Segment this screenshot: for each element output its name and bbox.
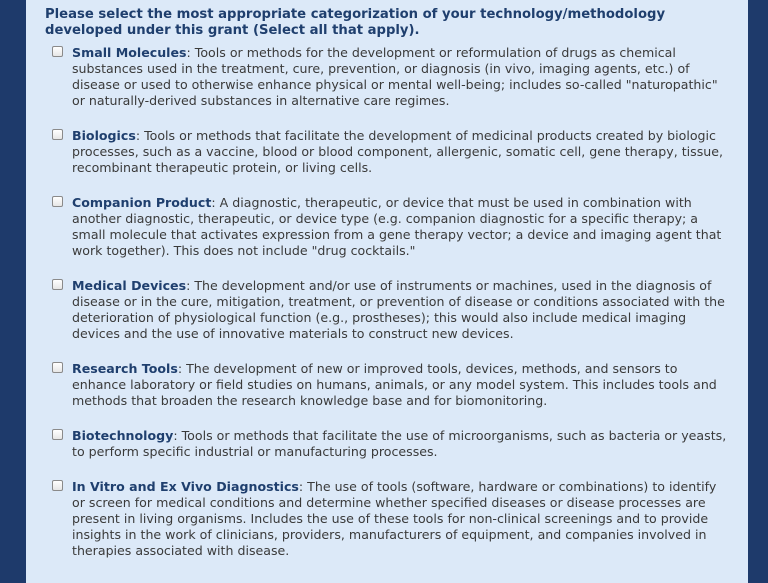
option-separator: : bbox=[298, 479, 308, 494]
option-label: Biologics bbox=[72, 128, 136, 143]
option-description: The development of new or improved tools, devices, methods, and sensors to enhance laboratory or field studies on humans, animals, or any model system. This includes tools and methods that broaden the research knowledge base and for biomonitoring. bbox=[72, 361, 717, 408]
form-panel bbox=[26, 0, 748, 583]
option-label: Small Molecules bbox=[72, 45, 187, 60]
option-companion-product[interactable] bbox=[45, 195, 732, 259]
option-description: The development and/or use of instruments or machines, used in the diagnosis of disease or in the cure, mitigation, treatment, or prevention of disease or conditions associated with the deterioration of physiological function (e.g., prostheses); this would also include medical imaging devices and the use of innovative materials to construct new devices. bbox=[72, 278, 725, 341]
option-description: A diagnostic, therapeutic, or device that must be used in combination with another diagnostic, therapeutic, or device type (e.g. companion diagnostic for a specific therapy; a small molecule that activates expression from a gene therapy vector; a device and imaging agent that work together). This does not include "drug cocktails." bbox=[72, 195, 722, 258]
medical-devices-checkbox[interactable] bbox=[52, 279, 63, 290]
option-label: Companion Product bbox=[72, 195, 212, 210]
option-in-vitro-ex-vivo-diagnostics[interactable] bbox=[45, 479, 732, 559]
option-small-molecules[interactable] bbox=[45, 45, 732, 109]
option-separator: : bbox=[177, 361, 187, 376]
option-description: Tools or methods that facilitate the use of microorganisms, such as bacteria or yeasts, to perform specific industrial or manufacturing processes. bbox=[72, 428, 727, 459]
biologics-checkbox[interactable] bbox=[52, 129, 63, 140]
question-text: Please select the most appropriate categorization of your technology/methodology developed under this grant (Select all that apply). bbox=[45, 7, 666, 38]
small-molecules-checkbox[interactable] bbox=[52, 46, 63, 57]
option-label: Biotechnology bbox=[72, 428, 174, 443]
option-separator: : bbox=[186, 45, 195, 60]
option-medical-devices[interactable] bbox=[45, 278, 732, 342]
option-separator: : bbox=[211, 195, 220, 210]
in-vitro-diagnostics-checkbox[interactable] bbox=[52, 480, 63, 491]
option-label: Medical Devices bbox=[72, 278, 187, 293]
option-label: Research Tools bbox=[72, 361, 178, 376]
option-separator: : bbox=[186, 278, 195, 293]
option-description: The use of tools (software, hardware or combinations) to identify or screen for medical conditions and determine whether specified diseases or disease processes are present in living organisms. Includes the use of these tools for non-clinical screenings and to provide insights in the work of clinicians, providers, manufacturers of equipment, and companies involved in therapies associated with disease. bbox=[72, 479, 717, 558]
option-description: Tools or methods for the development or reformulation of drugs as chemical substances used in the treatment, cure, prevention, or diagnosis (in vivo, imaging agents, etc.) of disease or used to otherwise enhance physical or mental well-being; includes so-called "naturopathic" or naturally-derived substances in alternative care regimes. bbox=[72, 45, 718, 108]
biotechnology-checkbox[interactable] bbox=[52, 429, 63, 440]
research-tools-checkbox[interactable] bbox=[52, 362, 63, 373]
option-separator: : bbox=[135, 128, 145, 143]
companion-product-checkbox[interactable] bbox=[52, 196, 63, 207]
option-research-tools[interactable] bbox=[45, 361, 732, 409]
option-biologics[interactable] bbox=[45, 128, 732, 176]
option-biotechnology[interactable] bbox=[45, 428, 732, 460]
option-description: Tools or methods that facilitate the development of medicinal products created by biologic processes, such as a vaccine, blood or blood component, allergenic, somatic cell, gene therapy, tissue, recombinant therapeutic protein, or living cells. bbox=[72, 128, 724, 175]
option-separator: : bbox=[173, 428, 182, 443]
option-label: In Vitro and Ex Vivo Diagnostics bbox=[72, 479, 299, 494]
